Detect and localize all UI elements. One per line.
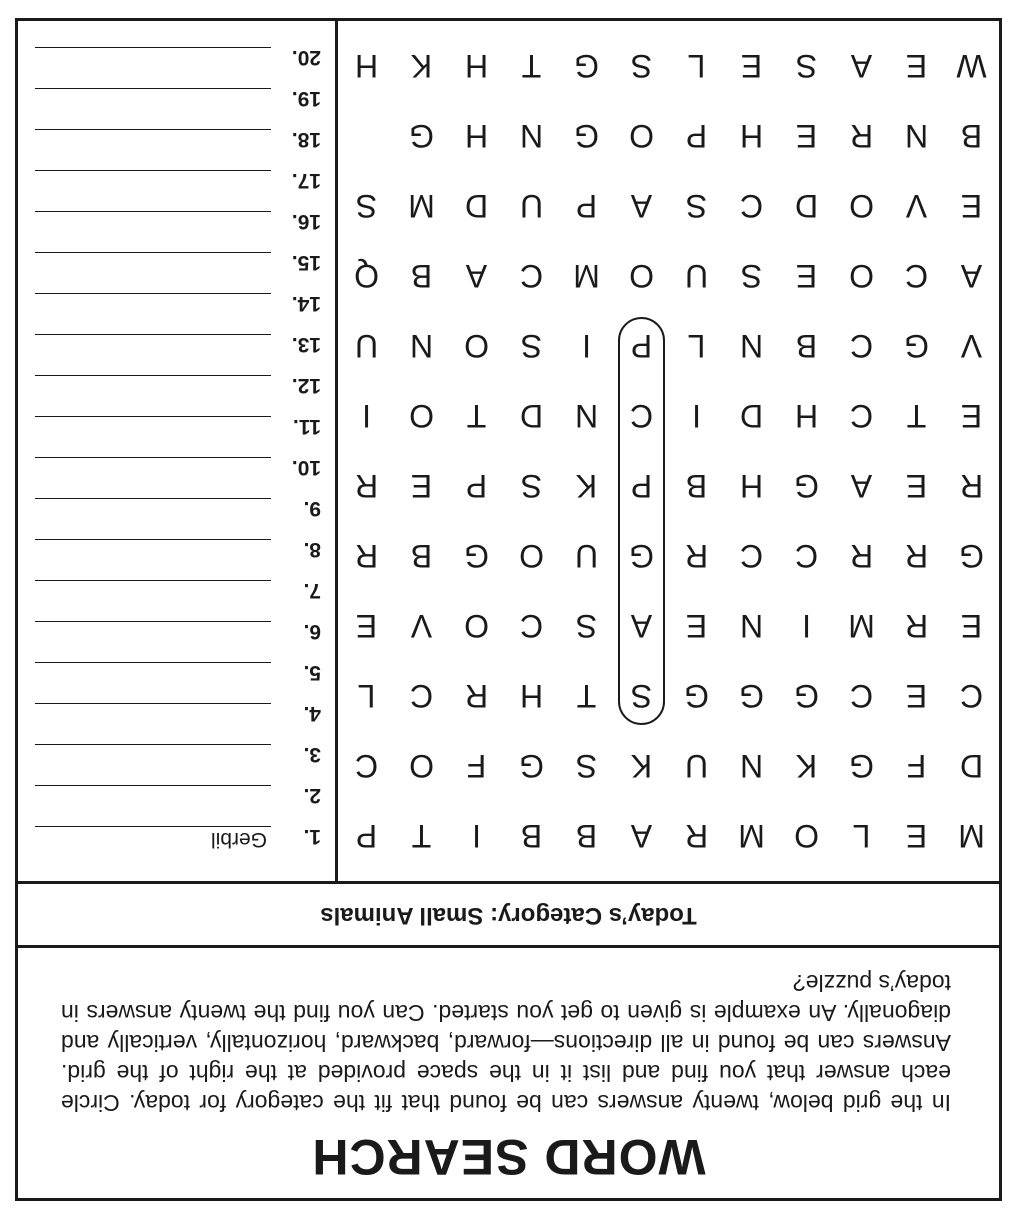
answer-row <box>18 84 335 125</box>
grid-letter[interactable]: A <box>850 468 873 504</box>
answer-number: 14. <box>291 292 321 315</box>
answer-number: 19. <box>291 87 321 110</box>
grid-letter[interactable]: B <box>685 468 708 504</box>
grid-letter[interactable]: O <box>409 748 434 784</box>
grid-letter[interactable]: C <box>519 258 544 294</box>
grid-letter[interactable]: L <box>357 678 376 714</box>
answer-number: 1. <box>303 825 321 848</box>
answer-text: Gerbil <box>210 828 267 851</box>
grid-letter[interactable]: E <box>795 118 818 154</box>
grid-letter[interactable]: U <box>354 328 379 364</box>
answer-number: 8. <box>303 538 321 561</box>
grid-letter[interactable]: P <box>465 468 488 504</box>
grid-letter[interactable]: G <box>519 748 544 784</box>
grid-letter[interactable]: C <box>739 188 764 224</box>
answer-row <box>18 248 335 289</box>
answer-blank[interactable] <box>35 129 271 130</box>
grid-letter[interactable]: O <box>794 818 819 854</box>
grid-letter[interactable]: O <box>409 398 434 434</box>
answer-blank[interactable] <box>35 621 271 622</box>
grid-letter[interactable]: D <box>519 398 544 434</box>
answer-blank[interactable] <box>35 293 271 294</box>
answer-row <box>18 207 335 248</box>
grid-letter[interactable]: B <box>520 818 543 854</box>
answer-number: 4. <box>303 702 321 725</box>
answer-number: 3. <box>303 743 321 766</box>
grid-letter[interactable]: E <box>905 468 928 504</box>
grid-letter[interactable]: K <box>630 748 653 784</box>
grid-letter[interactable]: W <box>956 48 987 84</box>
grid-letter[interactable]: G <box>464 538 489 574</box>
grid-letter[interactable]: K <box>410 48 433 84</box>
grid-letter[interactable]: G <box>629 538 654 574</box>
grid-letter[interactable]: R <box>904 538 929 574</box>
grid-letter[interactable]: P <box>575 188 598 224</box>
answer-number: 5. <box>303 661 321 684</box>
answer-number: 20. <box>291 46 321 69</box>
grid-letter[interactable]: P <box>630 468 653 504</box>
answer-blank[interactable] <box>35 457 271 458</box>
answer-blank[interactable] <box>35 662 271 663</box>
answer-blank[interactable] <box>35 498 271 499</box>
answer-row <box>18 822 335 863</box>
grid-letter[interactable]: S <box>520 468 543 504</box>
answer-number: 2. <box>303 784 321 807</box>
grid-letter[interactable]: H <box>794 398 819 434</box>
answer-row <box>18 43 335 84</box>
grid-letter[interactable]: C <box>794 538 819 574</box>
answer-row <box>18 289 335 330</box>
grid-letter[interactable]: G <box>794 468 819 504</box>
grid-letter[interactable]: R <box>354 468 379 504</box>
grid-letter[interactable]: O <box>629 118 654 154</box>
answer-blank[interactable] <box>35 580 271 581</box>
letter-grid <box>338 21 999 881</box>
grid-letter[interactable]: V <box>905 188 928 224</box>
grid-letter[interactable]: E <box>685 608 708 644</box>
answer-number: 15. <box>291 251 321 274</box>
grid-letter[interactable]: R <box>354 538 379 574</box>
grid-letter[interactable]: L <box>687 48 706 84</box>
answer-row <box>18 125 335 166</box>
grid-letter[interactable]: G <box>849 748 874 784</box>
grid-letter[interactable]: H <box>739 118 764 154</box>
grid-letter[interactable]: T <box>466 398 487 434</box>
grid-letter[interactable]: R <box>684 538 709 574</box>
grid-letter[interactable]: E <box>355 608 378 644</box>
grid-letter[interactable]: G <box>739 678 764 714</box>
grid-letter[interactable]: S <box>630 678 653 714</box>
answer-number: 11. <box>292 415 321 438</box>
answer-blank[interactable] <box>35 785 271 786</box>
answer-blank[interactable] <box>35 539 271 540</box>
grid-letter[interactable]: R <box>904 608 929 644</box>
grid-letter[interactable]: V <box>410 608 433 644</box>
grid-letter[interactable]: S <box>575 748 598 784</box>
answer-blank[interactable] <box>35 703 271 704</box>
answer-row <box>18 617 335 658</box>
grid-letter[interactable]: E <box>410 468 433 504</box>
answer-row <box>18 494 335 535</box>
grid-letter[interactable]: B <box>410 258 433 294</box>
grid-letter[interactable]: D <box>464 188 489 224</box>
grid-letter[interactable]: C <box>409 678 434 714</box>
puzzle-title: WORD SEARCH <box>311 1129 706 1185</box>
grid-letter[interactable]: I <box>692 398 701 434</box>
answer-row <box>18 453 335 494</box>
grid-letter[interactable]: F <box>466 748 487 784</box>
grid-letter[interactable]: C <box>629 398 654 434</box>
grid-letter[interactable]: T <box>521 48 542 84</box>
grid-letter[interactable]: B <box>410 538 433 574</box>
grid-letter[interactable]: C <box>849 328 874 364</box>
answer-blank[interactable] <box>35 47 271 48</box>
answer-blank[interactable] <box>35 416 271 417</box>
grid-letter[interactable]: T <box>906 398 927 434</box>
answer-number: 13. <box>291 333 321 356</box>
answer-blank[interactable] <box>35 211 271 212</box>
grid-letter[interactable]: A <box>630 818 653 854</box>
grid-letter[interactable]: G <box>794 678 819 714</box>
answer-row <box>18 781 335 822</box>
grid-letter[interactable]: P <box>630 328 653 364</box>
grid-letter[interactable]: C <box>849 678 874 714</box>
grid-letter[interactable]: D <box>794 188 819 224</box>
answer-row <box>18 166 335 207</box>
grid-letter[interactable]: O <box>629 258 654 294</box>
grid-letter[interactable]: G <box>574 118 599 154</box>
grid-letter[interactable]: R <box>849 538 874 574</box>
grid-letter[interactable]: U <box>684 748 709 784</box>
grid-letter[interactable]: L <box>852 818 871 854</box>
grid-letter[interactable]: T <box>411 818 432 854</box>
grid-letter[interactable]: O <box>464 608 489 644</box>
answer-number: 10. <box>291 456 321 479</box>
answer-blank[interactable] <box>35 170 271 171</box>
grid-letter[interactable]: V <box>960 328 983 364</box>
grid-letter[interactable]: G <box>684 678 709 714</box>
grid-letter[interactable]: O <box>519 538 544 574</box>
grid-letter[interactable]: M <box>573 258 600 294</box>
grid-letter[interactable]: C <box>519 608 544 644</box>
grid-letter[interactable]: E <box>795 258 818 294</box>
answer-row <box>18 699 335 740</box>
title-section <box>18 945 999 1198</box>
grid-letter[interactable]: B <box>795 328 818 364</box>
grid-letter[interactable]: L <box>687 328 706 364</box>
grid-letter[interactable]: D <box>959 748 984 784</box>
grid-letter[interactable]: O <box>849 258 874 294</box>
grid-letter[interactable]: U <box>574 538 599 574</box>
grid-letter[interactable]: K <box>575 468 598 504</box>
grid-letter[interactable]: R <box>959 468 984 504</box>
grid-letter[interactable]: H <box>464 118 489 154</box>
grid-letter[interactable]: H <box>464 48 489 84</box>
grid-letter[interactable]: E <box>960 398 983 434</box>
grid-letter[interactable]: I <box>472 818 481 854</box>
grid-letter[interactable]: D <box>739 398 764 434</box>
answer-number: 16. <box>291 210 321 233</box>
grid-letter[interactable]: H <box>739 468 764 504</box>
grid-letter[interactable]: N <box>574 398 599 434</box>
puzzle-frame <box>15 18 1002 1201</box>
grid-letter[interactable]: M <box>958 818 985 854</box>
grid-letter[interactable]: N <box>739 608 764 644</box>
grid-letter[interactable]: P <box>355 818 378 854</box>
grid-letter[interactable]: U <box>519 188 544 224</box>
grid-letter[interactable]: C <box>959 678 984 714</box>
answer-number: 18. <box>291 128 321 151</box>
grid-letter[interactable]: I <box>802 608 811 644</box>
answer-row <box>18 535 335 576</box>
grid-letter[interactable]: N <box>519 118 544 154</box>
grid-letter[interactable]: E <box>905 678 928 714</box>
grid-letter[interactable]: G <box>409 118 434 154</box>
answer-row <box>18 576 335 617</box>
grid-letter[interactable]: A <box>850 48 873 84</box>
grid-letter[interactable]: S <box>795 48 818 84</box>
grid-letter[interactable]: O <box>849 188 874 224</box>
answer-blank[interactable] <box>35 88 271 89</box>
grid-letter[interactable]: C <box>354 748 379 784</box>
grid-letter[interactable]: U <box>684 258 709 294</box>
grid-letter[interactable]: N <box>739 748 764 784</box>
answer-number: 6. <box>303 620 321 643</box>
answer-row <box>18 658 335 699</box>
grid-letter[interactable]: B <box>575 818 598 854</box>
grid-letter[interactable]: P <box>685 118 708 154</box>
grid-letter[interactable]: I <box>582 328 591 364</box>
grid-letter[interactable]: M <box>738 818 765 854</box>
grid-letter[interactable]: C <box>739 538 764 574</box>
grid-letter[interactable]: H <box>519 678 544 714</box>
grid-letter[interactable]: A <box>960 258 983 294</box>
grid-letter[interactable]: F <box>906 748 927 784</box>
grid-letter[interactable]: N <box>739 328 764 364</box>
grid-letter[interactable]: A <box>630 188 653 224</box>
grid-letter[interactable]: S <box>575 608 598 644</box>
grid-letter[interactable]: A <box>630 608 653 644</box>
grid-letter[interactable]: N <box>409 328 434 364</box>
grid-letter[interactable]: S <box>740 258 763 294</box>
grid-letter[interactable]: G <box>574 48 599 84</box>
grid-letter[interactable]: T <box>576 678 597 714</box>
grid-letter[interactable]: E <box>740 48 763 84</box>
grid-letter[interactable]: N <box>904 118 929 154</box>
answer-blank[interactable] <box>35 334 271 335</box>
answer-number: 12. <box>291 374 321 397</box>
grid-letter[interactable]: I <box>362 398 371 434</box>
answer-row <box>18 740 335 781</box>
answer-blank[interactable] <box>35 744 271 745</box>
grid-letter[interactable]: R <box>849 118 874 154</box>
grid-letter[interactable]: M <box>408 188 435 224</box>
answer-row <box>18 371 335 412</box>
grid-letter[interactable]: R <box>464 678 489 714</box>
category-label: Today’s Category: Small Animals <box>18 881 999 945</box>
grid-letter[interactable]: C <box>849 398 874 434</box>
grid-letter[interactable]: H <box>354 48 379 84</box>
grid-letter[interactable]: E <box>960 608 983 644</box>
grid-letter[interactable]: K <box>795 748 818 784</box>
answer-number: 7. <box>303 579 321 602</box>
grid-letter[interactable]: R <box>684 818 709 854</box>
grid-letter[interactable]: S <box>630 48 653 84</box>
answer-number: 17. <box>291 169 321 192</box>
answer-number: 9. <box>303 497 321 520</box>
answer-row <box>18 330 335 371</box>
grid-letter[interactable]: S <box>685 188 708 224</box>
instructions-text: In the grid below, twenty answers can be found that fit the category for today. Circle each answer that you find and list it in the space provided at the right of the grid. Answers can be found in all directions—forward, backward, horizontally, vertically and diagonally. An example is given to get you started. Can you find the twenty answers in today’s puzzle? <box>61 970 951 1116</box>
grid-letter[interactable]: E <box>905 48 928 84</box>
grid-letter[interactable]: S <box>355 188 378 224</box>
grid-letter[interactable]: G <box>904 328 929 364</box>
grid-letter[interactable]: O <box>464 328 489 364</box>
grid-letter[interactable]: C <box>904 258 929 294</box>
grid-letter[interactable]: E <box>960 188 983 224</box>
grid-letter[interactable]: B <box>960 118 983 154</box>
grid-letter[interactable]: E <box>905 818 928 854</box>
grid-letter[interactable]: Q <box>354 258 379 294</box>
grid-letter[interactable]: S <box>520 328 543 364</box>
grid-letter[interactable]: M <box>848 608 875 644</box>
answer-blank[interactable] <box>35 375 271 376</box>
grid-letter[interactable]: A <box>465 258 488 294</box>
answer-row <box>18 412 335 453</box>
grid-letter[interactable]: G <box>959 538 984 574</box>
grid-divider <box>335 21 338 881</box>
answer-list <box>18 21 335 881</box>
answer-blank[interactable] <box>35 252 271 253</box>
